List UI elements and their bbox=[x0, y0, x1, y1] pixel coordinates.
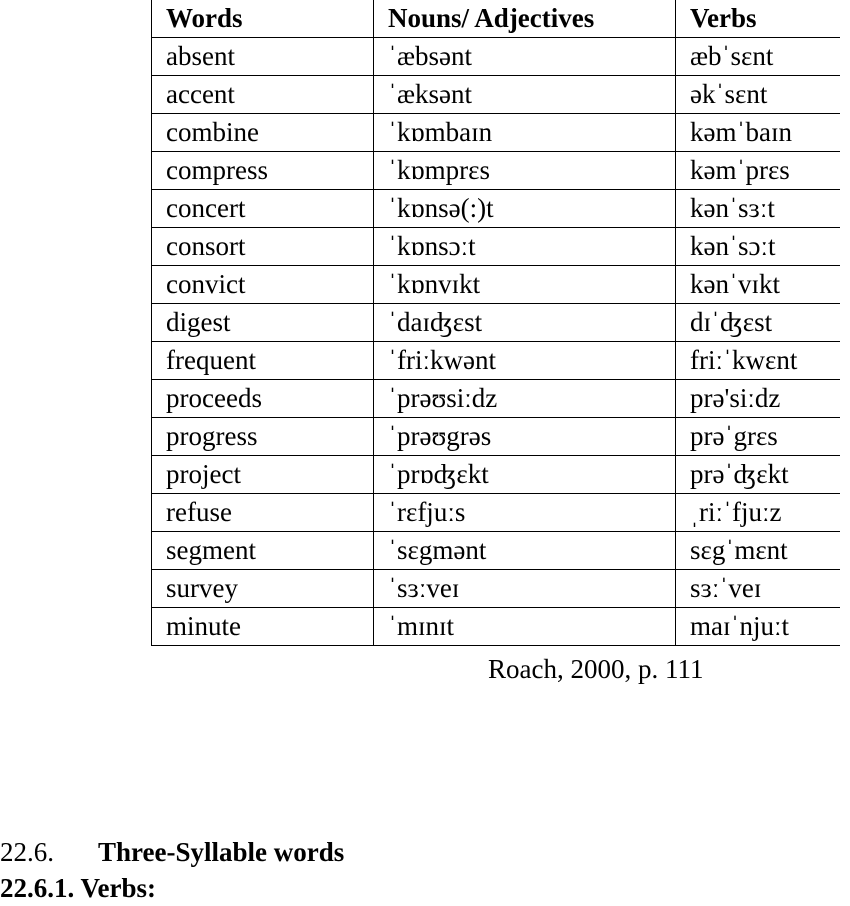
cell-noun-adjective: ˈkɒmbaɪn bbox=[374, 114, 676, 152]
cell-word: concert bbox=[152, 190, 374, 228]
cell-verb: əkˈsɛnt bbox=[676, 76, 841, 114]
cell-verb: sɜːˈveɪ bbox=[676, 570, 841, 608]
table-row bbox=[152, 608, 841, 646]
header-verbs: Verbs bbox=[676, 0, 841, 38]
table-row bbox=[152, 266, 841, 304]
cell-verb: maɪˈnjuːt bbox=[676, 608, 841, 646]
cell-noun-adjective: ˈæksənt bbox=[374, 76, 676, 114]
table-row bbox=[152, 114, 841, 152]
cell-verb: prəˈgrɛs bbox=[676, 418, 841, 456]
cell-word: progress bbox=[152, 418, 374, 456]
cell-word: consort bbox=[152, 228, 374, 266]
table-row bbox=[152, 494, 841, 532]
cell-verb: kənˈvɪkt bbox=[676, 266, 841, 304]
table-row bbox=[152, 76, 841, 114]
cell-word: absent bbox=[152, 38, 374, 76]
cell-word: combine bbox=[152, 114, 374, 152]
cell-noun-adjective: ˈmɪnɪt bbox=[374, 608, 676, 646]
table-row bbox=[152, 190, 841, 228]
table-row bbox=[152, 418, 841, 456]
cell-verb: kənˈsɜːt bbox=[676, 190, 841, 228]
cell-word: convict bbox=[152, 266, 374, 304]
cell-verb: prəˈʤɛkt bbox=[676, 456, 841, 494]
cell-noun-adjective: ˈfriːkwənt bbox=[374, 342, 676, 380]
table-row bbox=[152, 304, 841, 342]
section-number: 22.6. bbox=[0, 837, 54, 867]
cell-noun-adjective: ˈrɛfjuːs bbox=[374, 494, 676, 532]
cell-verb: prə'siːdz bbox=[676, 380, 841, 418]
table-row bbox=[152, 532, 841, 570]
table-body bbox=[152, 38, 841, 646]
citation: Roach, 2000, p. 111 bbox=[488, 654, 704, 684]
table-row bbox=[152, 456, 841, 494]
subsection-heading: 22.6.1. Verbs: bbox=[0, 873, 157, 903]
cell-noun-adjective: ˈkɒnsɔːt bbox=[374, 228, 676, 266]
header-words: Words bbox=[152, 0, 374, 38]
cell-verb: friːˈkwɛnt bbox=[676, 342, 841, 380]
cell-noun-adjective: ˈkɒnvɪkt bbox=[374, 266, 676, 304]
cell-word: compress bbox=[152, 152, 374, 190]
cell-verb: ˌriːˈfjuːz bbox=[676, 494, 841, 532]
section-title: Three-Syllable words bbox=[98, 837, 345, 867]
section-heading bbox=[0, 837, 344, 868]
table-row bbox=[152, 38, 841, 76]
table-row bbox=[152, 380, 841, 418]
cell-noun-adjective: ˈprɒʤɛkt bbox=[374, 456, 676, 494]
cell-verb: kəmˈbaɪn bbox=[676, 114, 841, 152]
cell-word: segment bbox=[152, 532, 374, 570]
cell-verb: kəmˈprɛs bbox=[676, 152, 841, 190]
table-header-row bbox=[152, 0, 841, 38]
table-row bbox=[152, 342, 841, 380]
cell-word: project bbox=[152, 456, 374, 494]
cell-verb: kənˈsɔːt bbox=[676, 228, 841, 266]
header-nouns-adjectives: Nouns/ Adjectives bbox=[374, 0, 676, 38]
cell-word: minute bbox=[152, 608, 374, 646]
cell-word: proceeds bbox=[152, 380, 374, 418]
cell-word: survey bbox=[152, 570, 374, 608]
cell-noun-adjective: ˈkɒnsə(:)t bbox=[374, 190, 676, 228]
cell-noun-adjective: ˈsɜːveɪ bbox=[374, 570, 676, 608]
pronunciation-table bbox=[151, 0, 840, 646]
cell-noun-adjective: ˈæbsənt bbox=[374, 38, 676, 76]
cell-noun-adjective: ˈprəʊgrəs bbox=[374, 418, 676, 456]
cell-noun-adjective: ˈdaɪʤɛst bbox=[374, 304, 676, 342]
table-row bbox=[152, 152, 841, 190]
cell-noun-adjective: ˈsɛgmənt bbox=[374, 532, 676, 570]
table-row bbox=[152, 228, 841, 266]
cell-word: refuse bbox=[152, 494, 374, 532]
cell-verb: dɪˈʤɛst bbox=[676, 304, 841, 342]
cell-word: frequent bbox=[152, 342, 374, 380]
table-row bbox=[152, 570, 841, 608]
cell-verb: æbˈsɛnt bbox=[676, 38, 841, 76]
cell-word: digest bbox=[152, 304, 374, 342]
cell-word: accent bbox=[152, 76, 374, 114]
cell-noun-adjective: ˈprəʊsiːdz bbox=[374, 380, 676, 418]
cell-verb: sɛgˈmɛnt bbox=[676, 532, 841, 570]
cell-noun-adjective: ˈkɒmprɛs bbox=[374, 152, 676, 190]
